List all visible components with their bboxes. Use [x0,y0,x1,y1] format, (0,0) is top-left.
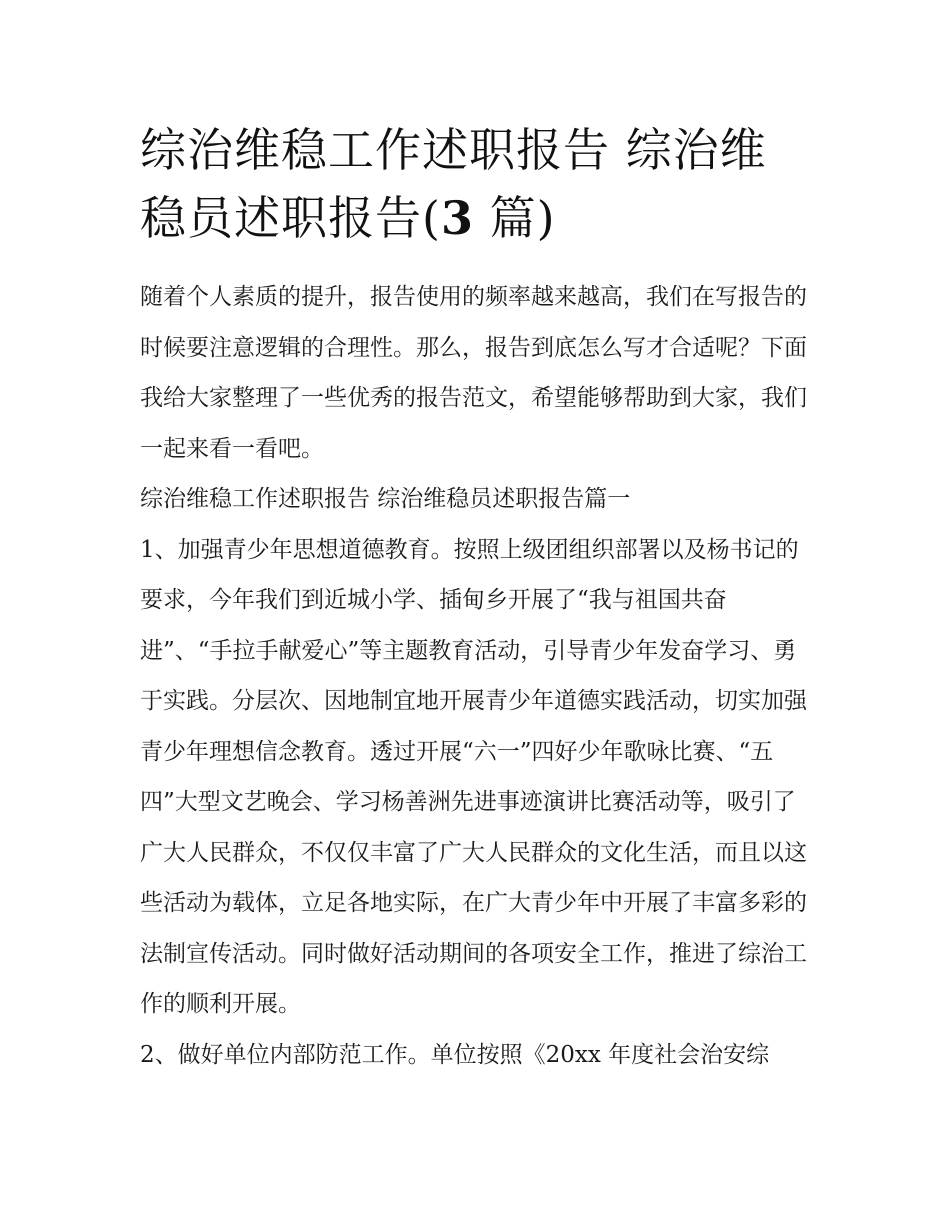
intro-paragraph: 随着个人素质的提升，报告使用的频率越来越高，我们在写报告的时候要注意逻辑的合理性。那么，报告到底怎么写才合适呢？下面我给大家整理了一些优秀的报告范文，希望能够帮助到大家，我们一起来看一看吧。 [140,284,807,462]
section-heading: 综治维稳工作述职报告 综治维稳员述职报告篇一 [140,486,631,512]
title-count: 3 [440,191,474,245]
paragraph-item-2: 2、做好单位内部防范工作。单位按照《20xx 年度社会治安综 [140,1041,770,1068]
title-text-main: 综治维稳工作述职报告 综治维稳员述职报告( [140,123,767,245]
document-title [140,116,812,252]
document-page [140,116,812,1080]
title-text-end: 篇) [473,191,556,245]
paragraph-item-1: 1、加强青少年思想道德教育。按照上级团组织部署以及杨书记的要求，今年我们到近城小学、插甸乡开展了“我与祖国共奋进”、“手拉手献爱心”等主题教育活动，引导青少年发奋学习、勇于实践。分层次、因地制宜地开展青少年道德实践活动，切实加强青少年理想信念教育。透过开展“六一”四好少年歌咏比赛、“五四”大型文艺晚会、学习杨善洲先进事迹演讲比赛活动等，吸引了广大人民群众，不仅仅丰富了广大人民群众的文化生活，而且以这些活动为载体，立足各地实际，在广大青少年中开展了丰富多彩的法制宣传活动。同时做好活动期间的各项安全工作，推进了综治工作的顺利开展。 [140,536,807,1017]
